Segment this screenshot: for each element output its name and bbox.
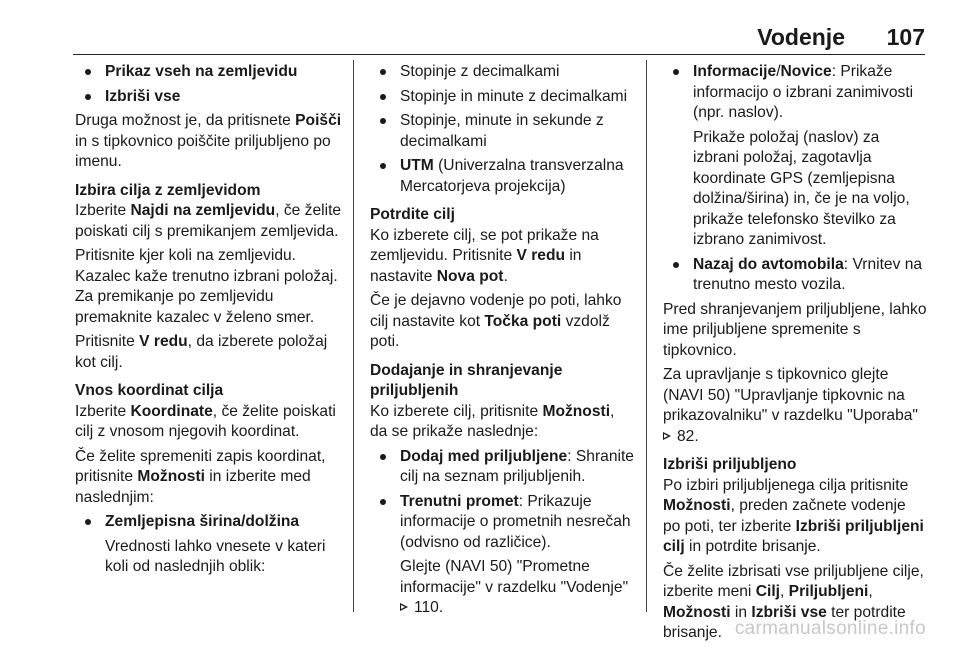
column-1 [75, 62, 343, 582]
list-item: Nazaj do avtomobila: Vrnitev na trenutno mesto vozila. [663, 255, 927, 296]
list-item: Prikaz vseh na zemljevidu [75, 62, 343, 83]
section-heading: Potrdite cilj [370, 206, 455, 223]
paragraph: Pred shranjevanjem priljubljene, lahko ime priljubljene spremenite s tipkovnico. [663, 300, 927, 359]
paragraph: Prikaže položaj (naslov) za izbrani položaj, zagotavlja koordinate GPS (zemljepisna dolžina/širina) in, če je na voljo, prikaže telefonsko številko za izbrano zanimivost. [693, 128, 910, 248]
watermark: carmanualsonline.info [734, 618, 926, 639]
list-item: Izbriši vse [75, 87, 343, 108]
section-heading: Vnos koordinat cilja [75, 382, 224, 399]
option-list [370, 447, 636, 554]
paragraph: Če je dejavno vodenje po poti, lahko cilj nastavite kot Točka poti vzdolž poti. [370, 292, 622, 350]
paragraph: Pritisnite V redu, da izberete položaj kot cilj. [75, 333, 328, 371]
paragraph: Če želite spremeniti zapis koordinat, pritisnite Možnosti in izberite med naslednjim: [75, 447, 326, 506]
section-heading: Izbriši priljubljeno [663, 456, 797, 473]
list-item: Stopinje in minute z decimalkami [370, 87, 636, 108]
option-list [663, 255, 927, 296]
paragraph: Izberite Najdi na zemljevidu, če želite poiskati cilj s premikanjem zemljevida. [75, 202, 342, 240]
list-item: Informacije/Novice: Prikaže informacijo o izbrani zanimivosti (npr. naslov). [663, 62, 927, 124]
paragraph: Glejte (NAVI 50) "Prometne informacije" v razdelku "Vodenje" 110. [400, 558, 629, 616]
option-list [663, 62, 927, 124]
column-divider-2 [646, 60, 647, 612]
list-item: UTM (Univerzalna transverzalna Mercatorjeva projekcija) [370, 156, 636, 197]
paragraph: Izberite Koordinate, če želite poiskati cilj z vnosom njegovih koordinat. [75, 402, 336, 440]
bullet-icon [380, 499, 386, 505]
header-rule [73, 54, 925, 55]
bullet-icon [673, 262, 679, 268]
option-list [370, 62, 636, 197]
bullet-icon [380, 454, 386, 460]
paragraph: Ko izberete cilj, se pot prikaže na zemljevidu. Pritisnite V redu in nastavite Nova pot. [370, 226, 599, 285]
page-header [73, 24, 925, 52]
option-list [75, 62, 343, 107]
bullet-icon [380, 118, 386, 124]
page-title: Vodenje [757, 24, 845, 50]
list-item: Dodaj med priljubljene: Shranite cilj na seznam priljubljenih. [370, 447, 636, 488]
bullet-icon [380, 94, 386, 100]
bullet-icon [85, 94, 91, 100]
page-reference-icon [400, 602, 409, 611]
section-heading: Dodajanje in shranjevanje priljubljenih [370, 361, 563, 399]
section-heading: Izbira cilja z zemljevidom [75, 181, 261, 199]
bullet-icon [85, 519, 91, 525]
bullet-icon [380, 163, 386, 169]
bullet-icon [85, 69, 91, 75]
paragraph: Po izbiri priljubljenega cilja pritisnite Možnosti, preden začnete vodenje po poti, ter izberite Izbriši priljubljeni cilj in potrdite brisanje. [663, 476, 924, 555]
paragraph: Ko izberete cilj, pritisnite Možnosti, da se prikaže naslednje: [370, 402, 615, 440]
paragraph: Pritisnite kjer koli na zemljevidu. Kazalec kaže trenutno izbrani položaj. Za premikanje po zemljevidu premaknite kazalec v želeno smer. [75, 247, 338, 326]
column-2 [370, 62, 636, 623]
list-item: Stopinje z decimalkami [370, 62, 636, 83]
column-divider-1 [353, 60, 354, 612]
page-number: 107 [886, 24, 925, 50]
column-3 [663, 62, 927, 648]
list-item: Trenutni promet: Prikazuje informacije o prometnih nesrečah (odvisno od različice). [370, 492, 636, 554]
list-item: Stopinje, minute in sekunde z decimalkami [370, 111, 636, 152]
page-reference-icon [663, 431, 672, 440]
bullet-icon [380, 69, 386, 75]
paragraph: Druga možnost je, da pritisnete Poišči in s tipkovnico poiščite priljubljeno po imenu. [75, 112, 342, 170]
option-list [75, 512, 343, 533]
bullet-icon [673, 69, 679, 75]
paragraph: Za upravljanje s tipkovnico glejte (NAVI 50) "Upravljanje tipkovnic na prikazovalniku" v razdelku "Uporaba" 82. [663, 366, 918, 445]
paragraph: Vrednosti lahko vnesete v kateri koli od naslednjih oblik: [105, 537, 326, 575]
list-item: Zemljepisna širina/dolžina [75, 512, 343, 533]
paragraph: Če želite izbrisati vse priljubljene cilje, izberite meni Cilj, Priljubljeni, Možnosti in Izbriši vse ter potrdite brisanje. [663, 562, 924, 641]
